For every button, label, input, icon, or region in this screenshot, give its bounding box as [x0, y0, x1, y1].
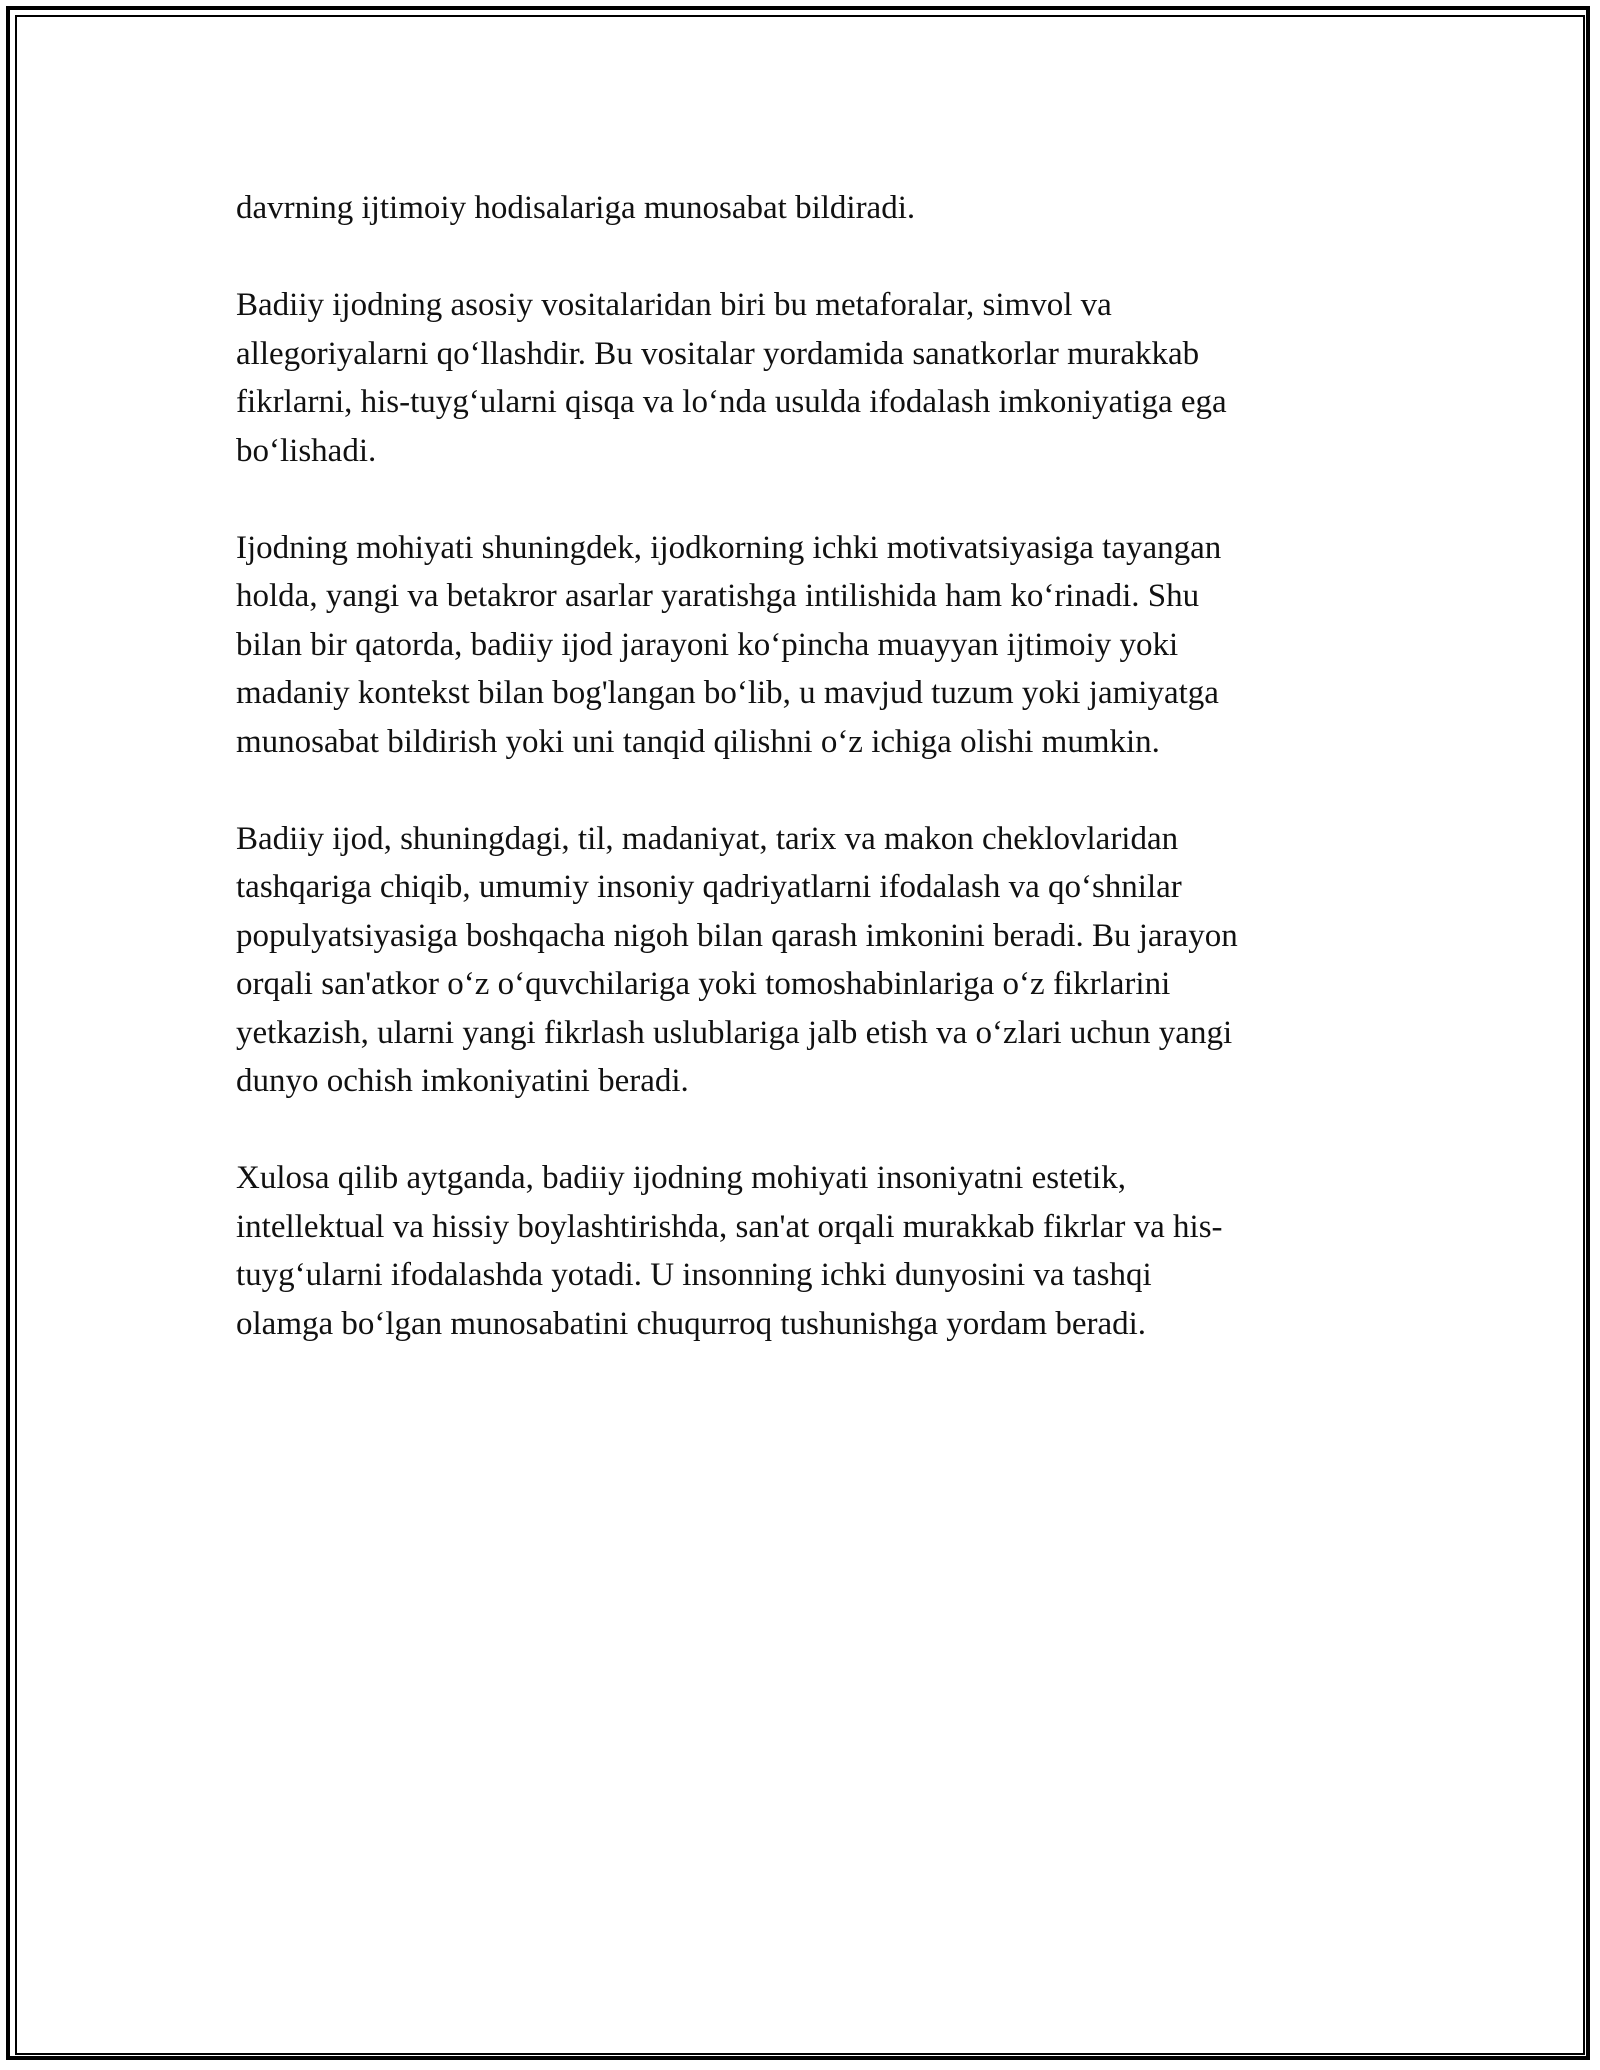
text-line: bo‘lishadi. — [236, 432, 377, 469]
text-line: populyatsiyasiga boshqacha nigoh bilan qarash imkonini beradi. Bu jarayon — [236, 917, 1238, 954]
text-line: yetkazish, ularni yangi fikrlash uslublariga jalb etish va o‘zlari uchun yangi — [236, 1014, 1233, 1051]
paragraph-2 — [236, 281, 1356, 475]
text-line: davrning ijtimoiy hodisalariga munosabat bildiradi. — [236, 190, 916, 226]
text-line: bilan bir qatorda, badiiy ijod jarayoni ko‘pincha muayyan ijtimoiy yoki — [236, 626, 1179, 663]
paragraph-5 — [236, 1154, 1356, 1348]
paragraph-1 — [236, 184, 1356, 233]
text-line: tuyg‘ularni ifodalashda yotadi. U insonning ichki dunyosini va tashqi — [236, 1257, 1152, 1293]
text-line: orqali san'atkor o‘z o‘quvchilariga yoki tomoshabinlariga o‘z fikrlarini — [236, 966, 1171, 1002]
text-line: dunyo ochish imkoniyatini beradi. — [236, 1063, 689, 1099]
text-line: Ijodning mohiyati shuningdek, ijodkorning ichki motivatsiyasiga tayangan — [236, 529, 1222, 566]
text-line: Badiiy ijodning asosiy vositalaridan biri bu metaforalar, simvol va — [236, 287, 1112, 323]
text-line: olamga bo‘lgan munosabatini chuqurroq tushunishga yordam beradi. — [236, 1305, 1147, 1342]
text-line: Xulosa qilib aytganda, badiiy ijodning mohiyati insoniyatni estetik, — [236, 1160, 1126, 1196]
text-line: allegoriyalarni qo‘llashdir. Bu vositalar yordamida sanatkorlar murakkab — [236, 335, 1200, 372]
text-line: tashqariga chiqib, umumiy insoniy qadriyatlarni ifodalash va qo‘shnilar — [236, 869, 1182, 905]
paragraph-4 — [236, 815, 1356, 1106]
text-line: munosabat bildirish yoki uni tanqid qilishni o‘z ichiga olishi mumkin. — [236, 723, 1160, 760]
text-line: intellektual va hissiy boylashtirishda, san'at orqali murakkab fikrlar va his- — [236, 1208, 1223, 1245]
text-line: fikrlarni, his-tuyg‘ularni qisqa va lo‘nda usulda ifodalash imkoniyatiga ega — [236, 384, 1227, 420]
text-line: madaniy kontekst bilan bog'langan bo‘lib, u mavjud tuzum yoki jamiyatga — [236, 675, 1219, 711]
text-line: Badiiy ijod, shuningdagi, til, madaniyat, tarix va makon cheklovlaridan — [236, 820, 1179, 857]
text-line: holda, yangi va betakror asarlar yaratishga intilishida ham ko‘rinadi. Shu — [236, 578, 1200, 614]
document-body — [236, 184, 1356, 1397]
paragraph-3 — [236, 524, 1356, 767]
